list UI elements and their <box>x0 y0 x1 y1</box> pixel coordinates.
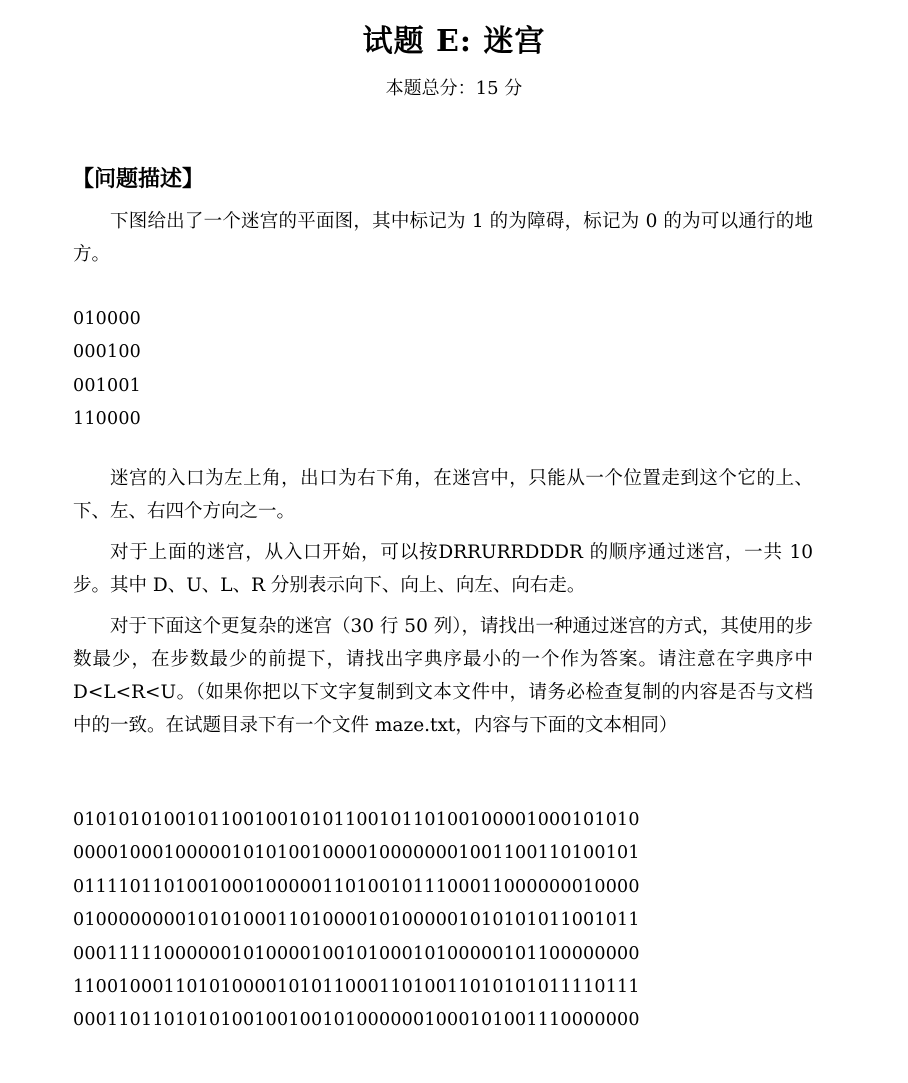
paragraph-task-statement: 对于下面这个更复杂的迷宫（30 行 50 列），请找出一种通过迷宫的方式，其使用的步数最少，在步数最少的前提下，请找出字典序最小的一个作为答案。请注意在字典序中D<L<R<U。（如果你把以下文字复制到文本文件中，请务必检查复制的内容是否与文档中的一致。在试题目录下有一个文件 maze.txt，内容与下面的文本相同） <box>73 616 813 736</box>
paragraph-entrance-exit: 迷宫的入口为左上角，出口为右下角，在迷宫中，只能从一个位置走到这个它的上、下、左、右四个方向之一。 <box>73 468 813 522</box>
big-maze-row: 01000000001010100011010000101000001010101011001011 <box>73 910 640 931</box>
paragraph-maze-intro: 下图给出了一个迷宫的平面图，其中标记为 1 的为障碍，标记为 0 的为可以通行的地方。 <box>73 211 813 265</box>
small-maze-row: 001001 <box>73 375 142 396</box>
section-heading-problem-description: 【问题描述】 <box>72 167 205 192</box>
big-maze-row: 00011011010101001001001010000001000101001110000000 <box>73 1010 640 1031</box>
small-maze-row: 010000 <box>73 309 142 329</box>
big-maze-row: 01111011010010001000001101001011100011000000010000 <box>73 876 640 897</box>
big-maze-row: 11001000110101000010101100011010011010101011110111 <box>73 977 640 998</box>
big-maze-grid <box>73 804 640 1038</box>
small-maze-row: 110000 <box>73 409 142 430</box>
big-maze-row: 00011111000000101000010010100010100000101100000000 <box>73 943 640 964</box>
paragraph-example-path: 对于上面的迷宫，从入口开始，可以按DRRURRDDDR 的顺序通过迷宫，一共 10 步。其中 D、U、L、R 分别表示向下、向上、向左、向右走。 <box>73 542 813 596</box>
score-subtitle: 本题总分：15 分 <box>385 78 523 99</box>
big-maze-row: 01010101001011001001010110010110100100001000101010 <box>73 810 640 830</box>
small-maze-grid <box>73 303 141 437</box>
small-maze-row: 000100 <box>73 342 142 363</box>
big-maze-row: 00001000100000101010010000100000001001100110100101 <box>73 843 640 864</box>
page-title: 试题 E: 迷宫 <box>362 24 546 59</box>
